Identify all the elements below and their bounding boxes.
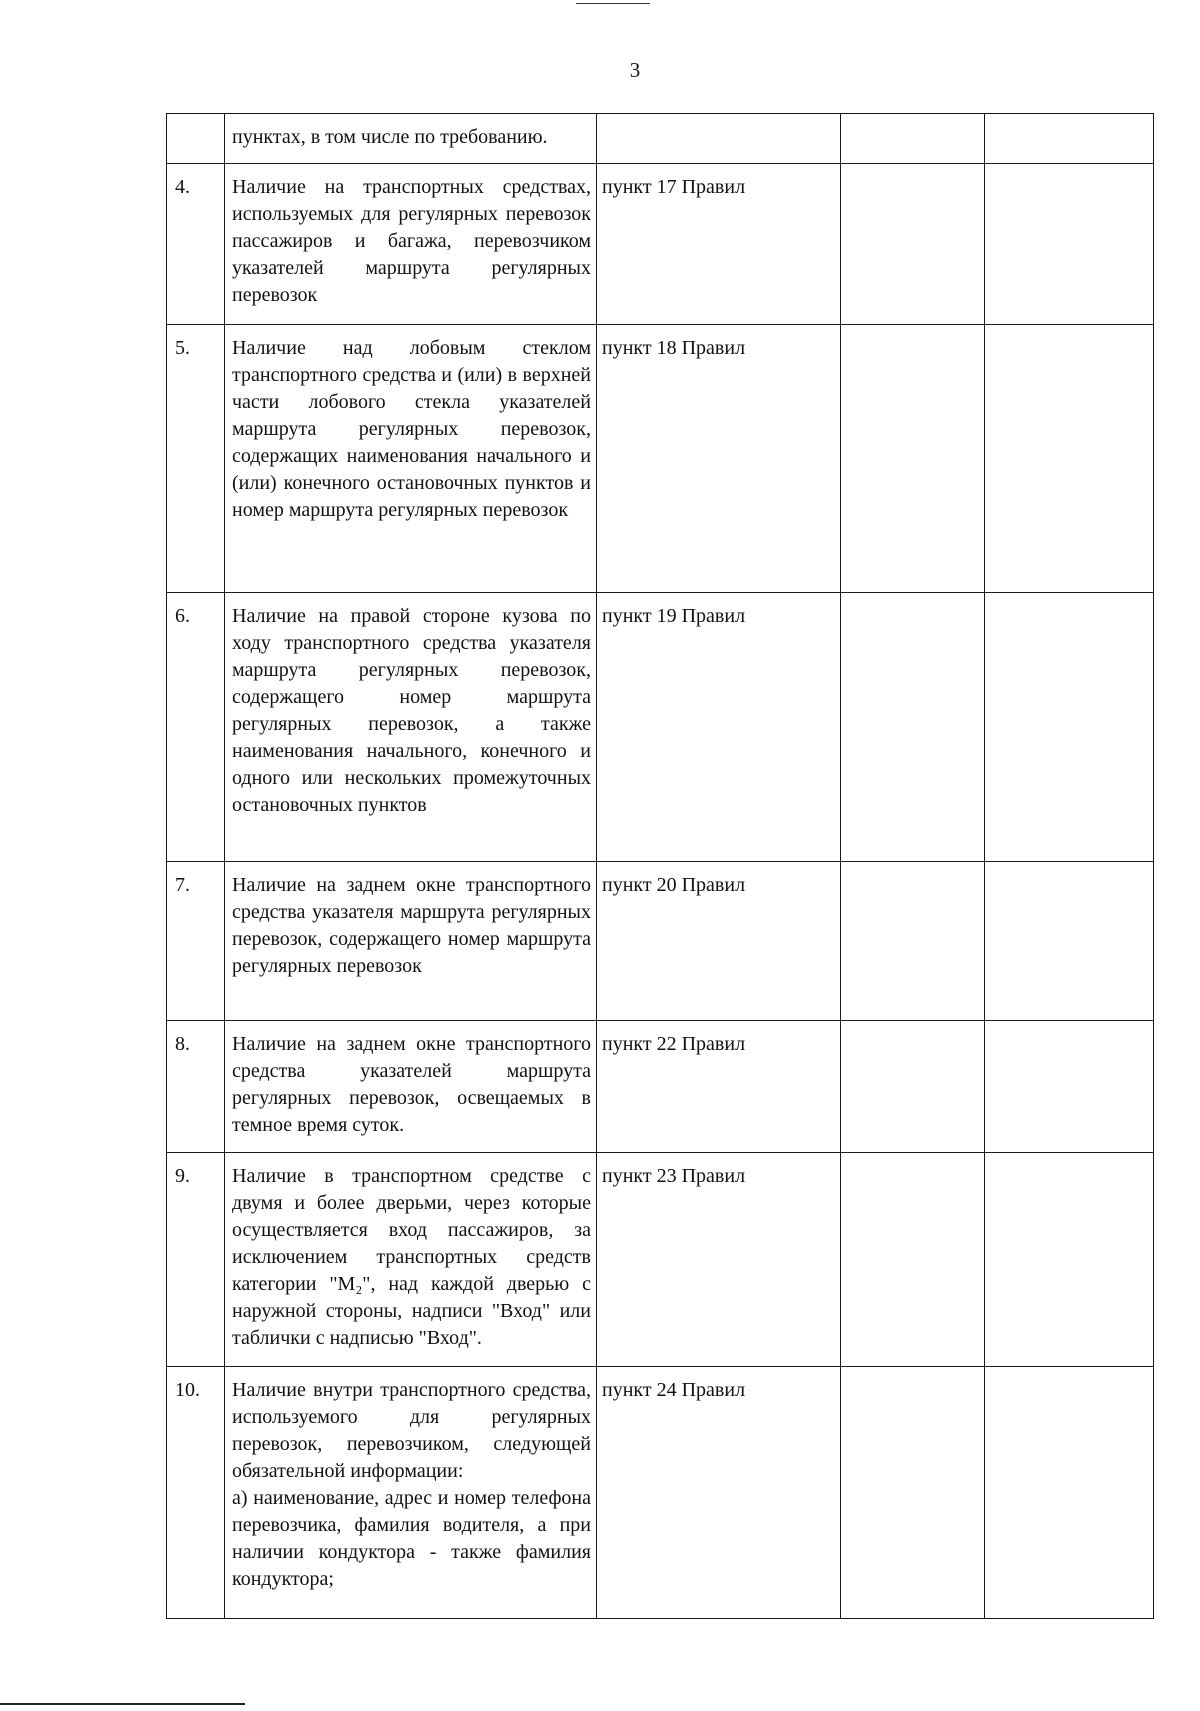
- requirement-text: Наличие на правой стороне кузова по ходу транспортного средства указателя маршрута регулярных перевозок, содержащего номер маршрута регулярных перевозок, а также наименования начального, конечного и одного или нескольких промежуточных остановочных пунктов: [232, 605, 591, 816]
- reference-cell: пункт 23 Правил: [597, 1153, 841, 1367]
- requirement-text: Наличие на заднем окне транспортного средства указателя маршрута регулярных перевозок, содержащего номер маршрута регулярных перевозок: [232, 874, 591, 977]
- table-row: [167, 114, 1154, 164]
- requirement-text: Наличие над лобовым стеклом транспортного средства и (или) в верхней части лобового стекла указателей маршрута регулярных перевозок, содержащих наименования начального и (или) конечного остановочных пунктов и номер маршрута регулярных перевозок: [232, 337, 591, 521]
- row-number: 7.: [167, 862, 225, 1021]
- scan-mark-bottom: [0, 1703, 245, 1705]
- requirement-text: Наличие на транспортных средствах, используемых для регулярных перевозок пассажиров и багажа, перевозчиком указателей маршрута регулярных перевозок: [232, 176, 591, 306]
- reference-cell: [597, 114, 841, 164]
- empty-cell: [985, 164, 1154, 325]
- requirement-cell: [225, 114, 597, 164]
- empty-cell: [985, 1021, 1154, 1153]
- table-row: [167, 164, 1154, 325]
- requirement-text: Наличие внутри транспортного средства, используемого для регулярных перевозок, перевозчиком, следующей обязательной информации: а) наименование, адрес и номер телефона перевозчика, фамилия водителя, а при наличии кондуктора - также фамилия кондуктора;: [232, 1379, 591, 1590]
- empty-cell: [841, 114, 985, 164]
- reference-cell: пункт 24 Правил: [597, 1367, 841, 1619]
- empty-cell: [985, 325, 1154, 593]
- requirement-cell: [225, 1367, 597, 1619]
- requirement-cell: [225, 1021, 597, 1153]
- empty-cell: [841, 593, 985, 862]
- row-number: 9.: [167, 1153, 225, 1367]
- requirement-cell: [225, 862, 597, 1021]
- scan-mark-top: [576, 3, 650, 4]
- empty-cell: [985, 862, 1154, 1021]
- empty-cell: [841, 164, 985, 325]
- row-number: 4.: [167, 164, 225, 325]
- empty-cell: [985, 1153, 1154, 1367]
- row-number: [167, 114, 225, 164]
- table-row: [167, 1367, 1154, 1619]
- empty-cell: [841, 325, 985, 593]
- row-number: 8.: [167, 1021, 225, 1153]
- empty-cell: [841, 1153, 985, 1367]
- reference-cell: пункт 18 Правил: [597, 325, 841, 593]
- requirement-text: Наличие на заднем окне транспортного средства указателей маршрута регулярных перевозок, освещаемых в темное время суток.: [232, 1033, 591, 1136]
- row-number: 5.: [167, 325, 225, 593]
- requirement-cell: [225, 1153, 597, 1367]
- table-row: [167, 325, 1154, 593]
- row-number: 10.: [167, 1367, 225, 1619]
- empty-cell: [985, 593, 1154, 862]
- empty-cell: [841, 1021, 985, 1153]
- table-row: [167, 1021, 1154, 1153]
- reference-cell: пункт 20 Правил: [597, 862, 841, 1021]
- page-number: 3: [629, 58, 641, 82]
- empty-cell: [841, 862, 985, 1021]
- empty-cell: [985, 1367, 1154, 1619]
- reference-cell: пункт 22 Правил: [597, 1021, 841, 1153]
- table-row: [167, 1153, 1154, 1367]
- checklist-table: [166, 113, 1154, 1619]
- reference-cell: пункт 19 Правил: [597, 593, 841, 862]
- table-row: [167, 862, 1154, 1021]
- empty-cell: [985, 114, 1154, 164]
- requirement-text: Наличие в транспортном средстве с двумя и более дверьми, через которые осуществляется вход пассажиров, за исключением транспортных средств категории "М₂", над каждой дверью с наружной стороны, надписи "Вход" или таблички с надписью "Вход".: [232, 1165, 591, 1349]
- requirement-cell: [225, 164, 597, 325]
- row-number: 6.: [167, 593, 225, 862]
- requirement-cell: [225, 593, 597, 862]
- reference-cell: пункт 17 Правил: [597, 164, 841, 325]
- requirement-text: пунктах, в том числе по требованию.: [232, 126, 548, 148]
- table-row: [167, 593, 1154, 862]
- empty-cell: [841, 1367, 985, 1619]
- requirement-cell: [225, 325, 597, 593]
